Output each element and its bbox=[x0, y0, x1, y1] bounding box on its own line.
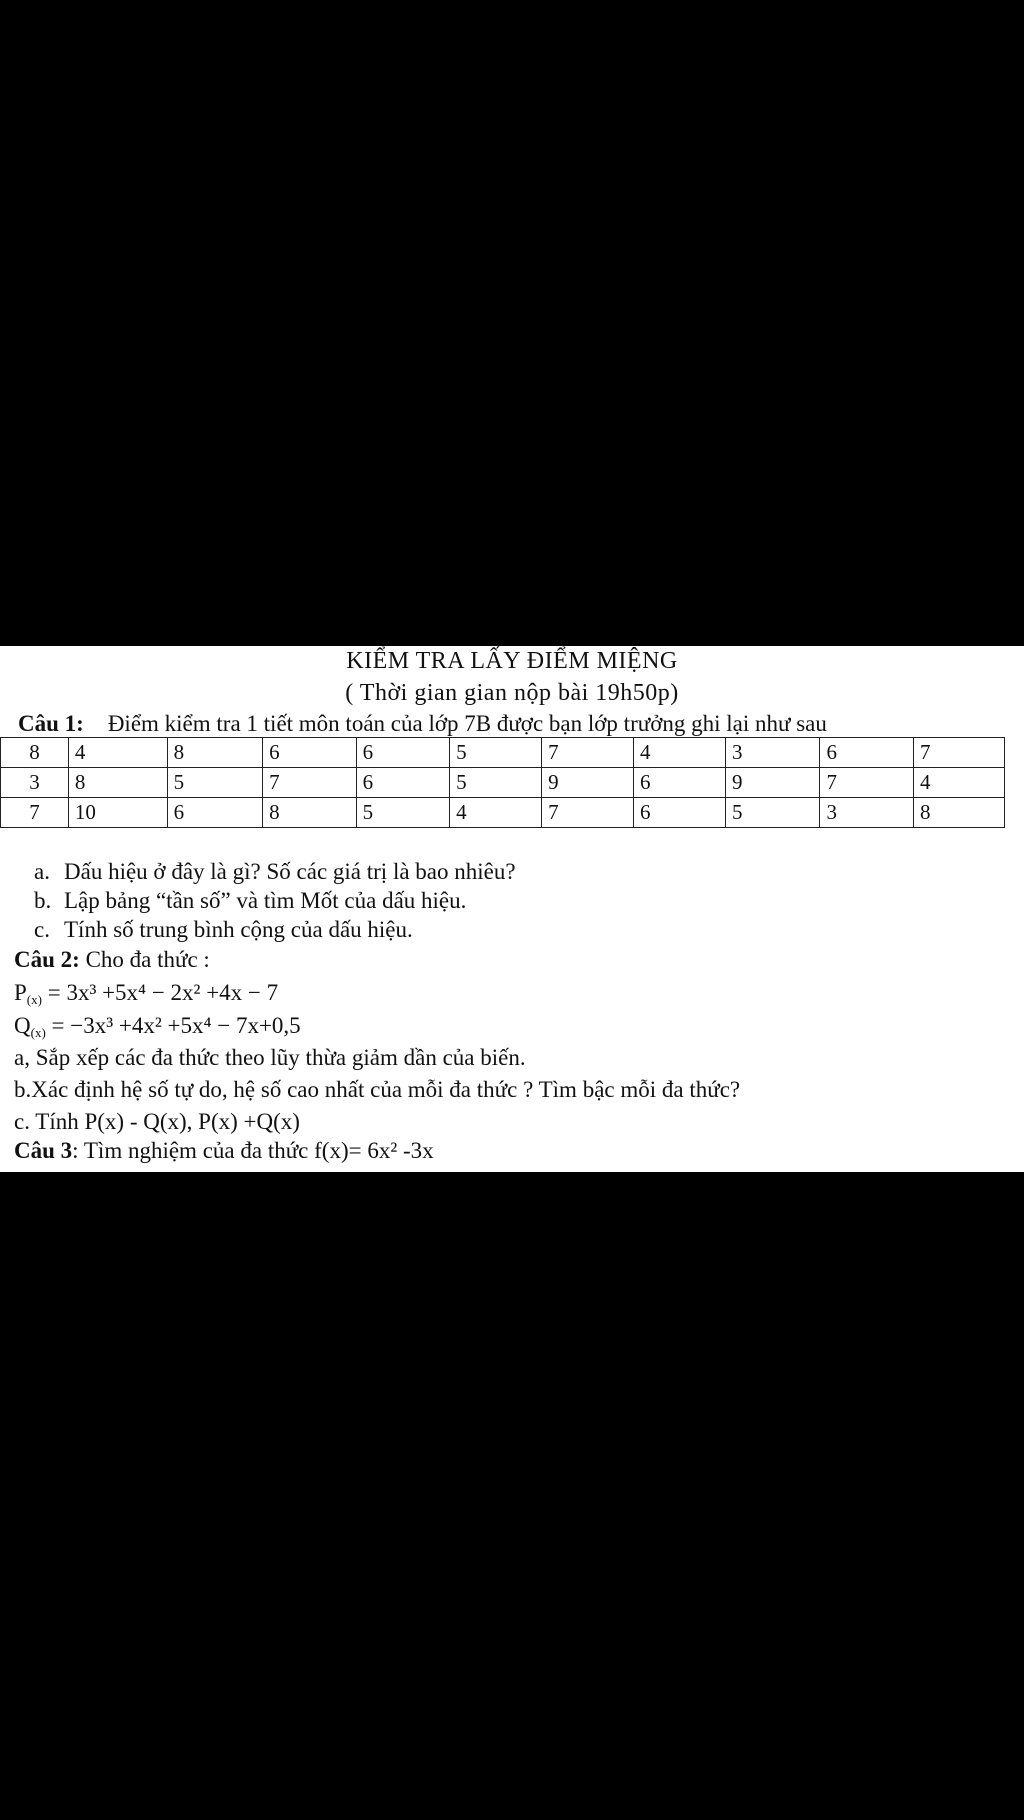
table-cell: 5 bbox=[167, 768, 262, 798]
table-cell: 5 bbox=[450, 768, 542, 798]
table-row bbox=[1, 768, 1005, 798]
table-cell: 8 bbox=[68, 768, 167, 798]
table-cell: 6 bbox=[634, 798, 726, 828]
part-marker: b. bbox=[34, 888, 52, 913]
question-3-text: : Tìm nghiệm của đa thức bbox=[72, 1138, 309, 1163]
polynomial-p-name: P bbox=[14, 980, 27, 1005]
question-2-part-c-expression: P(x) - Q(x), P(x) +Q(x) bbox=[84, 1109, 300, 1134]
question-2-part-c bbox=[14, 1109, 300, 1135]
table-cell: 10 bbox=[68, 798, 167, 828]
table-cell: 4 bbox=[450, 798, 542, 828]
polynomial-p-variable: (x) bbox=[26, 992, 42, 1007]
table-cell: 4 bbox=[913, 768, 1004, 798]
question-3-label: Câu 3 bbox=[14, 1138, 73, 1163]
part-text: Dấu hiệu ở đây là gì? Số các giá trị là bao nhiêu? bbox=[64, 859, 516, 884]
table-cell: 5 bbox=[450, 738, 542, 768]
table-cell: 6 bbox=[356, 738, 449, 768]
exam-document bbox=[0, 646, 1024, 1172]
table-cell: 9 bbox=[542, 768, 634, 798]
part-marker: a. bbox=[34, 859, 50, 884]
part-text: Lập bảng “tần số” và tìm Mốt của dấu hiệu. bbox=[64, 888, 467, 913]
polynomial-q-name: Q bbox=[14, 1013, 31, 1038]
table-cell: 6 bbox=[820, 738, 913, 768]
table-cell: 5 bbox=[356, 798, 449, 828]
table-cell: 6 bbox=[356, 768, 449, 798]
question-1-part-a bbox=[34, 859, 516, 885]
table-cell: 7 bbox=[913, 738, 1004, 768]
polynomial-p-expression: = 3x³ +5x⁴ − 2x² +4x − 7 bbox=[47, 980, 279, 1005]
polynomial-q-expression: = −3x³ +4x² +5x⁴ − 7x+0,5 bbox=[51, 1013, 301, 1038]
table-cell: 8 bbox=[263, 798, 356, 828]
table-cell: 7 bbox=[263, 768, 356, 798]
table-cell: 6 bbox=[634, 768, 726, 798]
question-2-part-a: a, Sắp xếp các đa thức theo lũy thừa giảm dần của biến. bbox=[14, 1045, 526, 1070]
exam-title: KIỂM TRA LẤY ĐIỂM MIỆNG bbox=[346, 648, 678, 674]
table-cell: 3 bbox=[1, 768, 69, 798]
table-cell: 7 bbox=[542, 798, 634, 828]
table-cell: 9 bbox=[726, 768, 820, 798]
question-1-part-b bbox=[34, 888, 466, 914]
part-marker: c. bbox=[34, 917, 50, 942]
table-cell: 5 bbox=[726, 798, 820, 828]
table-cell: 4 bbox=[68, 738, 167, 768]
table-cell: 6 bbox=[167, 798, 262, 828]
question-2 bbox=[14, 947, 210, 973]
part-text: Tính số trung bình cộng của dấu hiệu. bbox=[64, 917, 413, 942]
question-2-part-c-prefix: c. Tính bbox=[14, 1109, 79, 1134]
question-1-part-c bbox=[34, 917, 413, 943]
table-row bbox=[1, 798, 1005, 828]
polynomial-q bbox=[14, 1013, 301, 1041]
question-2-label: Câu 2: bbox=[14, 947, 80, 972]
table-cell: 7 bbox=[1, 798, 69, 828]
table-cell: 6 bbox=[263, 738, 356, 768]
table-cell: 7 bbox=[820, 768, 913, 798]
table-row bbox=[1, 738, 1005, 768]
table-cell: 3 bbox=[726, 738, 820, 768]
score-table bbox=[0, 737, 1005, 828]
question-2-text: Cho đa thức : bbox=[85, 947, 210, 972]
table-cell: 8 bbox=[1, 738, 69, 768]
table-cell: 8 bbox=[913, 798, 1004, 828]
table-cell: 8 bbox=[167, 738, 262, 768]
polynomial-p bbox=[14, 980, 278, 1008]
table-cell: 3 bbox=[820, 798, 913, 828]
question-3-expression: f(x)= 6x² -3x bbox=[314, 1138, 434, 1163]
table-cell: 7 bbox=[542, 738, 634, 768]
table-cell: 4 bbox=[634, 738, 726, 768]
question-3 bbox=[14, 1138, 434, 1164]
polynomial-q-variable: (x) bbox=[30, 1025, 46, 1040]
question-1 bbox=[18, 711, 827, 737]
exam-subtitle: ( Thời gian gian nộp bài 19h50p) bbox=[345, 680, 679, 706]
question-1-label: Câu 1: bbox=[18, 711, 84, 736]
question-2-part-b: b.Xác định hệ số tự do, hệ số cao nhất của mỗi đa thức ? Tìm bậc mỗi đa thức? bbox=[14, 1077, 741, 1102]
question-1-text: Điểm kiểm tra 1 tiết môn toán của lớp 7B được bạn lớp trưởng ghi lại như sau bbox=[107, 711, 827, 736]
